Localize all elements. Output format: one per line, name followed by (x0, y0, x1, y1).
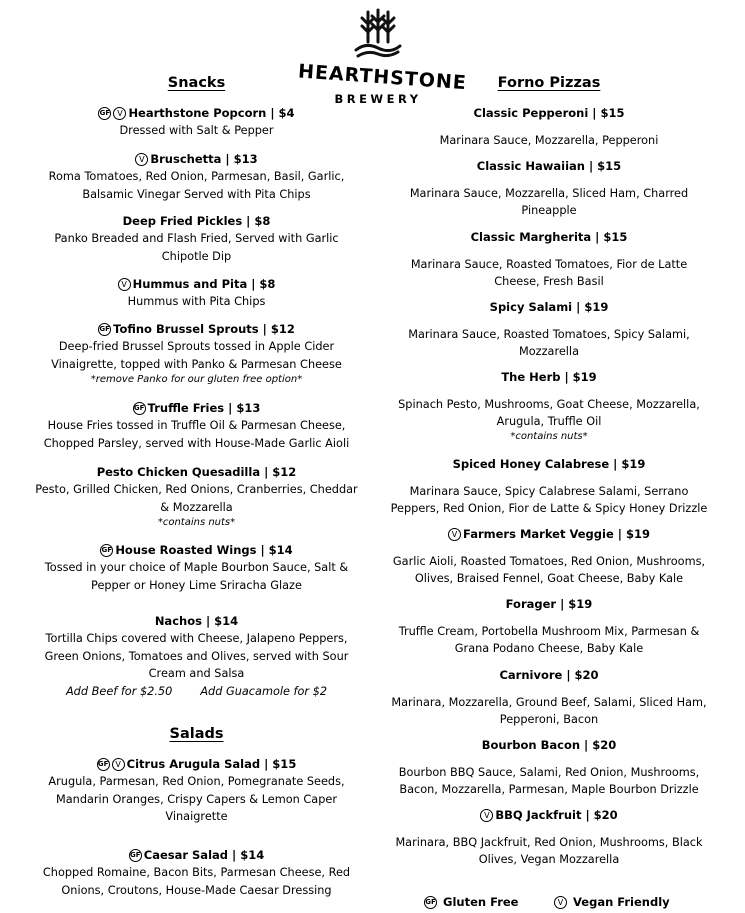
pizza-item (388, 457, 710, 517)
legend-gluten-free (424, 895, 518, 909)
salad-item (35, 848, 358, 899)
snack-item-title: Deep Fried Pickles | $8 (122, 214, 271, 228)
snack-item-title: House Roasted Wings | $14 (115, 543, 293, 557)
snack-item-title: Tofino Brussel Sprouts | $12 (113, 322, 295, 336)
snack-item (35, 277, 358, 311)
snack-item-description: Roma Tomatoes, Red Onion, Parmesan, Basil, Garlic, Balsamic Vinegar Served with Pita Chips (48, 170, 345, 201)
snack-item (35, 214, 358, 265)
pizza-item (388, 597, 710, 657)
addon-option: Add Beef for $2.50 (65, 685, 173, 699)
pizza-item-title: BBQ Jackfruit | $20 (495, 808, 618, 822)
snack-item-description: Tortilla Chips covered with Cheese, Jalapeno Peppers, Green Onions, Tomatoes and Olives, served with Sour Cream and Salsa (44, 632, 349, 681)
salad-item-description: Chopped Romaine, Bacon Bits, Parmesan Cheese, Red Onions, Croutons, House-Made Caesar Dressing (42, 866, 351, 897)
pizza-item (388, 668, 710, 728)
vegan-icon: V (118, 278, 131, 291)
snacks-heading: Snacks (167, 75, 226, 91)
snack-item (35, 106, 358, 140)
pizza-item-description: Spinach Pesto, Mushrooms, Goat Cheese, Mozzarella, Arugula, Truffle Oil (398, 398, 700, 429)
snack-item-description: Pesto, Grilled Chicken, Red Onions, Cranberries, Cheddar & Mozzarella (35, 483, 358, 514)
pizza-item-title: Forager | $19 (505, 597, 593, 611)
snack-item-title: Hearthstone Popcorn | $4 (128, 106, 295, 120)
snack-item-title-row (35, 543, 358, 559)
vegan-icon: V (113, 107, 126, 120)
legend-gluten-free-label: Gluten Free (443, 895, 519, 909)
snack-item-note: *remove Panko for our gluten free option* (90, 374, 303, 386)
pizza-item-title-row (388, 370, 710, 386)
snack-item-title: Bruschetta | $13 (150, 152, 258, 166)
wheat-logo-icon (348, 4, 408, 64)
snack-item (35, 614, 358, 700)
pizza-item-description: Marinara Sauce, Mozzarella, Pepperoni (439, 134, 659, 147)
pizza-item (388, 159, 710, 219)
gluten-free-icon: GF (129, 849, 142, 862)
gluten-free-icon: GF (98, 323, 111, 336)
gluten-free-icon: GF (424, 896, 437, 909)
snack-item-title-row (35, 614, 358, 630)
pizza-item-title-row (388, 597, 710, 613)
vegan-icon: V (554, 896, 567, 909)
salad-item-title-row (35, 757, 358, 773)
snack-item-title-row (35, 322, 358, 338)
salads-heading: Salads (169, 726, 224, 742)
snack-item (35, 322, 358, 387)
pizza-item-description: Marinara Sauce, Spicy Calabrese Salami, Serrano Peppers, Red Onion, Fior de Latte & Spicy Honey Drizzle (390, 485, 708, 516)
pizza-item (388, 230, 710, 290)
gluten-free-icon: GF (100, 544, 113, 557)
pizza-item-title: The Herb | $19 (501, 370, 597, 384)
pizza-item-description: Marinara Sauce, Roasted Tomatoes, Spicy Salami, Mozzarella (408, 328, 690, 359)
pizza-item-title: Spicy Salami | $19 (489, 300, 609, 314)
snack-item-description: Dressed with Salt & Pepper (119, 124, 274, 137)
pizza-item-description: Garlic Aioli, Roasted Tomatoes, Red Onion, Mushrooms, Olives, Braised Fennel, Goat Cheese, Baby Kale (392, 555, 706, 586)
snack-item-title-row (35, 465, 358, 481)
vegan-icon: V (135, 153, 148, 166)
snack-item (35, 152, 358, 203)
snack-item-description: House Fries tossed in Truffle Oil & Parmesan Cheese, Chopped Parsley, served with House-Made Garlic Aioli (43, 419, 350, 450)
snack-item-title-row (35, 152, 358, 168)
pizza-item-title: Carnivore | $20 (499, 668, 599, 682)
pizza-item-title-row (388, 106, 710, 122)
pizza-item-description: Marinara Sauce, Mozzarella, Sliced Ham, Charred Pineapple (409, 187, 689, 218)
snack-item-title: Pesto Chicken Quesadilla | $12 (96, 465, 297, 479)
snack-item (35, 543, 358, 594)
pizza-item-title-row (388, 668, 710, 684)
gluten-free-icon: GF (98, 107, 111, 120)
pizza-item-description: Marinara, Mozzarella, Ground Beef, Salami, Sliced Ham, Pepperoni, Bacon (391, 696, 707, 727)
snack-item-description: Deep-fried Brussel Sprouts tossed in Apple Cider Vinaigrette, topped with Panko & Parmesan Cheese (51, 340, 342, 371)
salad-item-title: Citrus Arugula Salad | $15 (126, 757, 297, 771)
salad-item-description: Arugula, Parmesan, Red Onion, Pomegranate Seeds, Mandarin Oranges, Crispy Capers & Lemon Caper Vinaigrette (48, 775, 345, 824)
pizza-item (388, 808, 710, 868)
salad-item-title-row (35, 848, 358, 864)
vegan-icon: V (480, 809, 493, 822)
snack-item-description: Panko Breaded and Flash Fried, Served with Garlic Chipotle Dip (54, 232, 339, 263)
snack-item (35, 465, 358, 530)
brand-subtitle: BREWERY (334, 92, 422, 106)
snack-item-title-row (35, 401, 358, 417)
pizza-item-description: Marinara Sauce, Roasted Tomatoes, Fior de Latte Cheese, Fresh Basil (410, 258, 688, 289)
snack-item-title: Nachos | $14 (154, 614, 239, 628)
pizza-item-title: Classic Margherita | $15 (470, 230, 628, 244)
snack-item-title-row (35, 277, 358, 293)
gluten-free-icon: GF (97, 758, 110, 771)
snack-item-title: Truffle Fries | $13 (147, 401, 261, 415)
snack-item-description: Hummus with Pita Chips (127, 295, 266, 308)
salad-item (35, 757, 358, 826)
snack-item (35, 401, 358, 452)
pizza-item-title-row (388, 738, 710, 754)
pizza-item-title-row (388, 808, 710, 824)
snack-item-title-row (35, 106, 358, 122)
pizza-item-title: Farmers Market Veggie | $19 (463, 527, 650, 541)
legend-vegan-friendly-label: Vegan Friendly (573, 895, 670, 909)
gluten-free-icon: GF (133, 402, 146, 415)
legend-vegan-friendly (554, 895, 670, 909)
pizza-item-title-row (388, 300, 710, 316)
pizzas-heading: Forno Pizzas (497, 75, 601, 91)
pizza-item (388, 738, 710, 798)
snack-item-title-row (35, 214, 358, 230)
pizza-item-note: *contains nuts* (510, 431, 588, 443)
addon-option: Add Guacamole for $2 (200, 685, 328, 699)
brewery-logo (297, 4, 468, 112)
vegan-icon: V (112, 758, 125, 771)
snack-item-note: *contains nuts* (157, 517, 236, 529)
pizza-item-title-row (388, 159, 710, 175)
pizza-item (388, 300, 710, 360)
pizza-item (388, 527, 710, 587)
snack-item-title: Hummus and Pita | $8 (132, 277, 276, 291)
vegan-icon: V (448, 528, 461, 541)
pizza-item-title-row (388, 230, 710, 246)
pizza-item-title: Bourbon Bacon | $20 (481, 738, 617, 752)
snack-item-addons (35, 683, 358, 700)
pizza-item-title: Classic Pepperoni | $15 (473, 106, 625, 120)
pizza-item-description: Bourbon BBQ Sauce, Salami, Red Onion, Mushrooms, Bacon, Mozzarella, Parmesan, Maple Bourbon Drizzle (398, 766, 700, 797)
pizza-item-title: Spiced Honey Calabrese | $19 (452, 457, 646, 471)
pizza-item (388, 370, 710, 444)
pizza-item-title: Classic Hawaiian | $15 (476, 159, 622, 173)
snack-item-description: Tossed in your choice of Maple Bourbon Sauce, Salt & Pepper or Honey Lime Sriracha Glaze (44, 561, 349, 592)
pizza-item (388, 106, 710, 149)
pizza-item-description: Truffle Cream, Portobella Mushroom Mix, Parmesan & Grana Podano Cheese, Baby Kale (398, 625, 700, 656)
pizza-item-description: Marinara, BBQ Jackfruit, Red Onion, Mushrooms, Black Olives, Vegan Mozzarella (395, 836, 703, 867)
pizza-item-title-row (388, 457, 710, 473)
pizza-item-title-row (388, 527, 710, 543)
salad-item-title: Caesar Salad | $14 (143, 848, 265, 862)
brand-name: HEARTHSTONE (297, 60, 468, 95)
